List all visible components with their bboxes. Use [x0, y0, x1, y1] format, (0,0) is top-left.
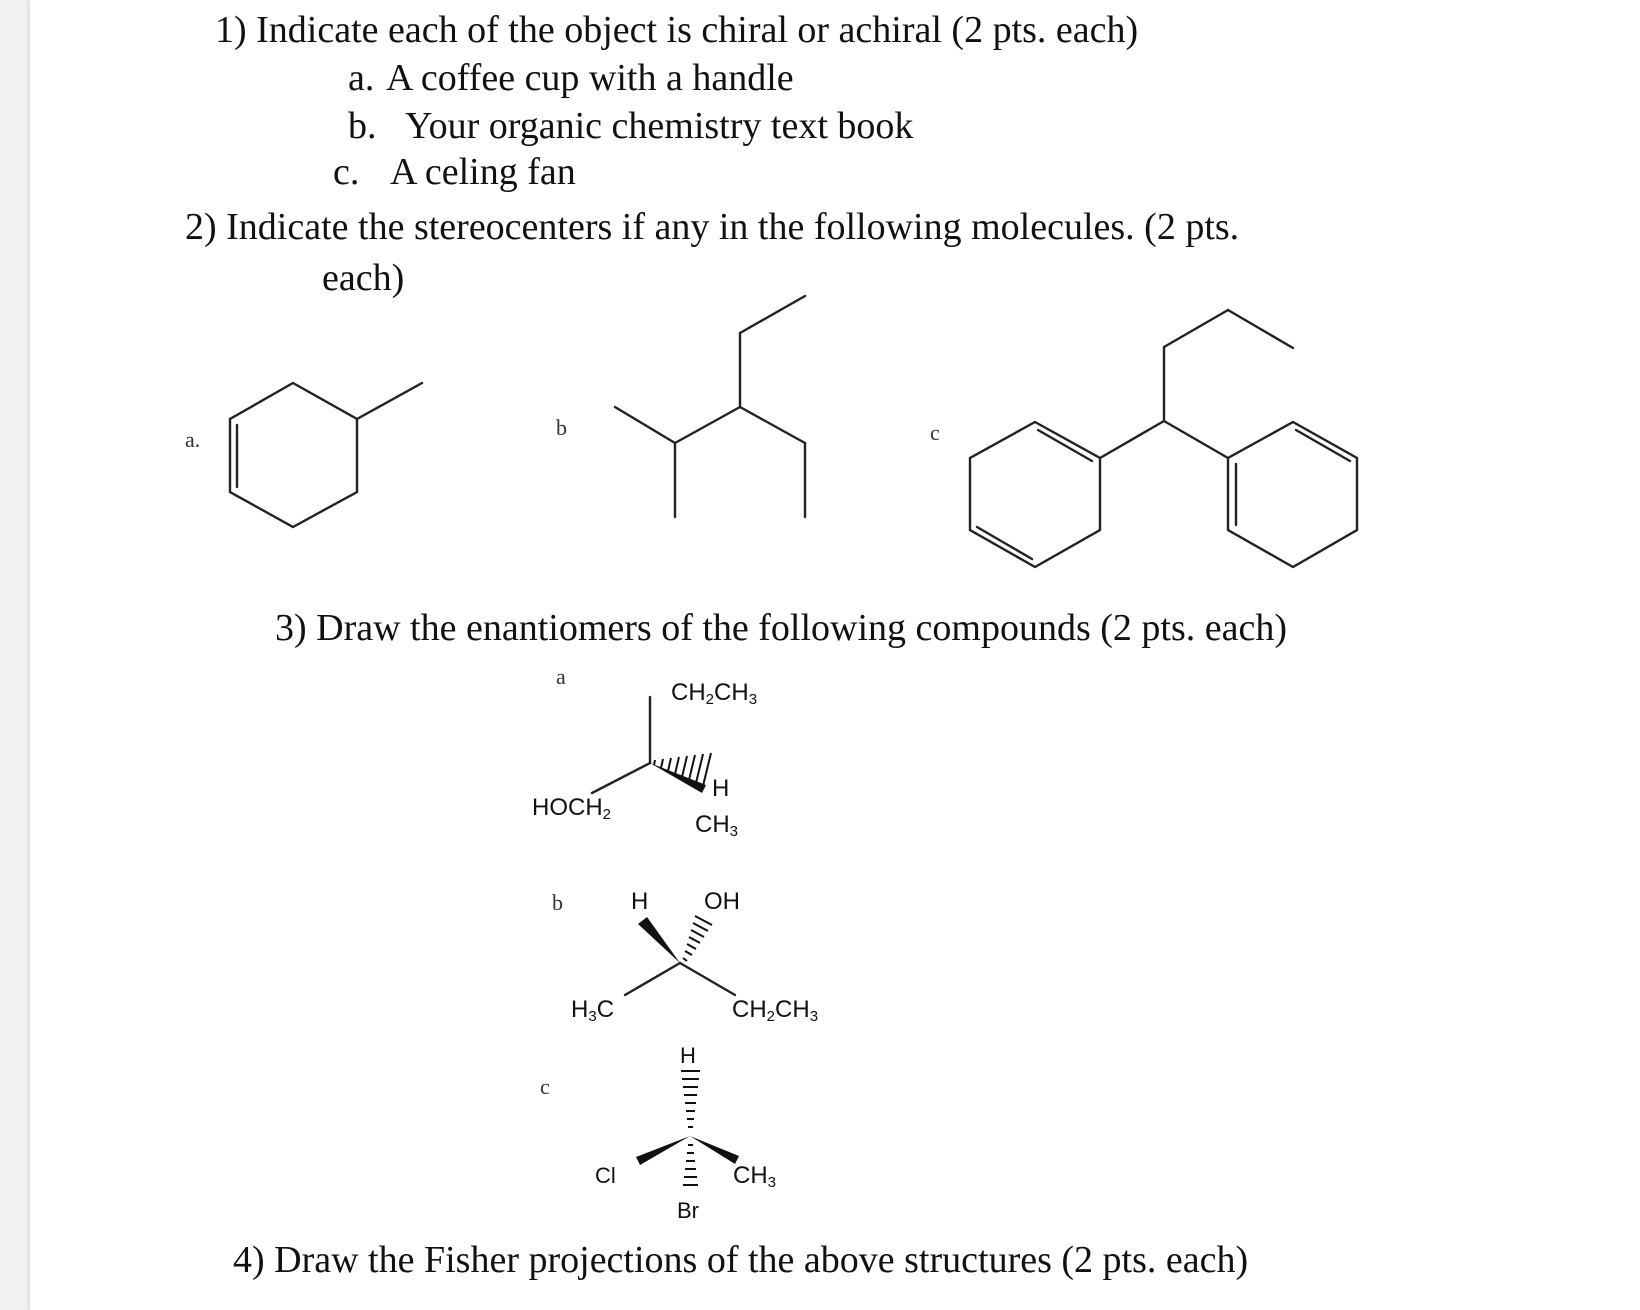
q3a-left-group: $HOCH_2$	[532, 794, 612, 823]
q3b-right-group: $CH_2CH_3$	[732, 996, 819, 1025]
q3-label-a: a	[556, 664, 566, 689]
q3-label-c: c	[540, 1074, 550, 1099]
q1-item-c-marker: c.	[333, 151, 360, 193]
q2-title-continued: each)	[322, 257, 405, 299]
molecule-3a	[592, 697, 650, 793]
q3b-left-group: $H_3C$	[571, 996, 615, 1025]
q3c-hash-top-group: H	[680, 1043, 696, 1068]
molecule-2b-alkane	[615, 296, 805, 517]
molecule-2a-methylcyclohexene	[230, 383, 422, 527]
q3a-hash-group: H	[712, 775, 730, 802]
molecule-3b	[625, 963, 735, 995]
q3b-hash-group: OH	[704, 888, 740, 915]
q2-title: 2) Indicate the stereocenters if any in the following molecules. (2 pts.	[185, 206, 1240, 248]
q1-item-a: A coffee cup with a handle	[386, 57, 794, 99]
molecule-drawings	[30, 0, 1640, 1310]
q3a-wedge-group: $CH_3$	[695, 811, 739, 840]
q1-item-a-marker: a.	[348, 57, 375, 99]
q2-label-b: b	[556, 415, 567, 440]
q2-label-c: c	[930, 420, 940, 445]
q1-item-c: A celing fan	[390, 151, 576, 193]
document-page	[30, 0, 1640, 1310]
q2-label-a: a.	[185, 427, 201, 452]
q1-title: 1) Indicate each of the object is chiral or achiral (2 pts. each)	[215, 9, 1139, 51]
q3b-wedge-group: H	[631, 888, 649, 915]
q3-title: 3) Draw the enantiomers of the following compounds (2 pts. each)	[275, 607, 1288, 649]
q3-label-b: b	[552, 890, 563, 915]
q3c-hash-bottom-group: Br	[677, 1198, 699, 1223]
q3c-wedge-right-group: $CH_3$	[733, 1162, 777, 1191]
q1-item-b: Your organic chemistry text book	[405, 105, 914, 147]
q4-title: 4) Draw the Fisher projections of the above structures (2 pts. each)	[233, 1239, 1249, 1281]
q3a-top-group: $CH_2CH_3$	[671, 679, 758, 708]
q1-item-b-marker: b.	[348, 105, 377, 147]
molecule-2c-dicyclohexadienyl	[970, 310, 1357, 567]
q3c-wedge-left-group: Cl	[595, 1163, 616, 1188]
